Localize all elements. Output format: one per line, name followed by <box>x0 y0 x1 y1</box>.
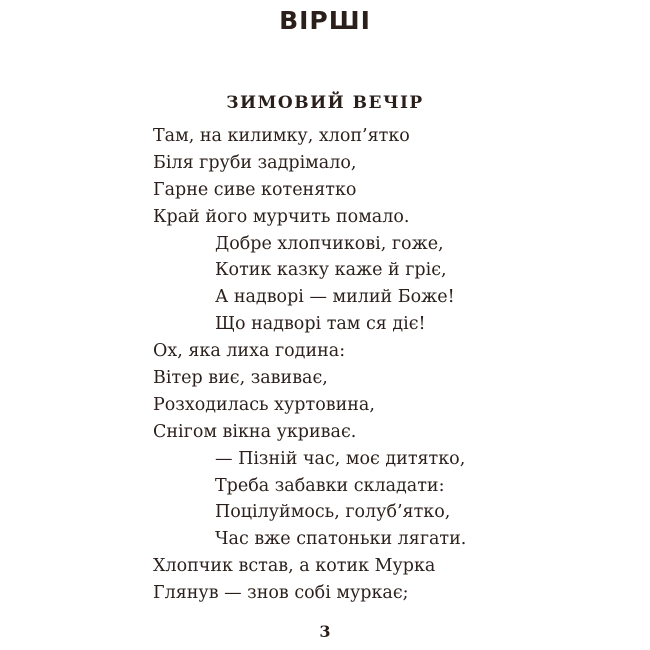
poem-line: Глянув — знов собі муркає; <box>153 583 409 604</box>
poem-line: Гарне сиве котенятко <box>153 179 357 200</box>
poem-line-indented: Час вже спатоньки лягати. <box>215 529 467 550</box>
page-number: 3 <box>319 622 331 641</box>
poem-line-indented: Добре хлопчикові, гоже, <box>215 233 444 254</box>
poem-line-indented: А надворі — милий Боже! <box>215 287 455 308</box>
section-title: ВІРШІ <box>279 6 371 35</box>
poem-line: Край його мурчить помало. <box>153 206 410 227</box>
poem-title: ЗИМОВИЙ ВЕЧІР <box>226 93 424 113</box>
poem-line-indented: Треба забавки складати: <box>215 475 445 496</box>
poem-body <box>153 123 466 607</box>
poem-line-indented: Поцілуймось, голуб’ятко, <box>215 502 451 523</box>
poem-line-indented: — Пізній час, моє дитятко, <box>215 448 466 469</box>
poem-line: Розходилась хуртовина, <box>153 394 375 415</box>
poem-line: Снігом вікна укриває. <box>153 421 357 442</box>
poem-line: Біля груби задрімало, <box>153 152 357 173</box>
poem-line: Ох, яка лиха година: <box>153 341 346 362</box>
poem-line: Вітер виє, завиває, <box>153 368 328 389</box>
poem-line: Хлопчик встав, а котик Мурка <box>153 556 436 577</box>
poem-line: Там, на килимку, хлоп’ятко <box>153 126 410 146</box>
poem-line-indented: Що надворі там ся діє! <box>215 314 426 335</box>
poem-line-indented: Котик казку каже й гріє, <box>215 260 447 281</box>
